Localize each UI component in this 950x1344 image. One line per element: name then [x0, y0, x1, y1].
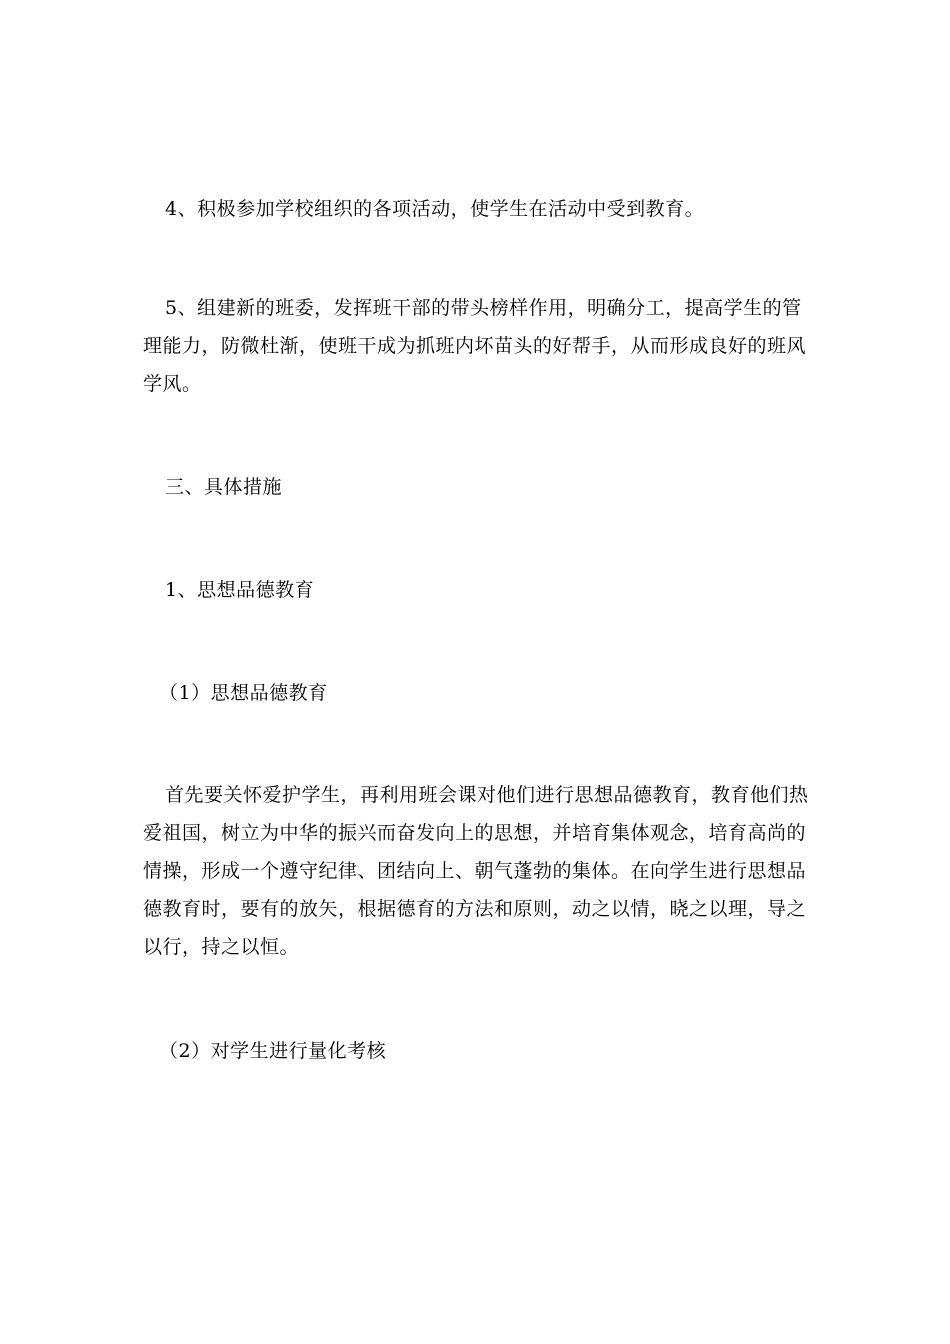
sub-item-heading-1: （1）思想品德教育: [159, 682, 328, 704]
paragraph-item-5: 5、组建新的班委，发挥班干部的带头榜样作用，明确分工，提高学生的管理能力，防微杜渐，使班干成为抓班内坏苗头的好帮手，从而形成良好的班风学风。: [143, 297, 807, 395]
sub-item-heading-2: （2）对学生进行量化考核: [159, 1040, 387, 1062]
section-heading-measures: 三、具体措施: [165, 476, 283, 498]
paragraph-moral-education-body: 首先要关怀爱护学生，再利用班会课对他们进行思想品德教育，教育他们热爱祖国，树立为中华的振兴而奋发向上的思想，并培育集体观念，培育高尚的情操，形成一个遵守纪律、团结向上、朝气蓬勃的集体。在向学生进行思想品德教育时，要有的放矢，根据德育的方法和原则，动之以情，晓之以理，导之以行，持之以恒。: [143, 784, 809, 958]
paragraph-item-4: 4、积极参加学校组织的各项活动，使学生在活动中受到教育。: [165, 198, 705, 220]
subsection-heading-moral-education: 1、思想品德教育: [165, 579, 315, 601]
